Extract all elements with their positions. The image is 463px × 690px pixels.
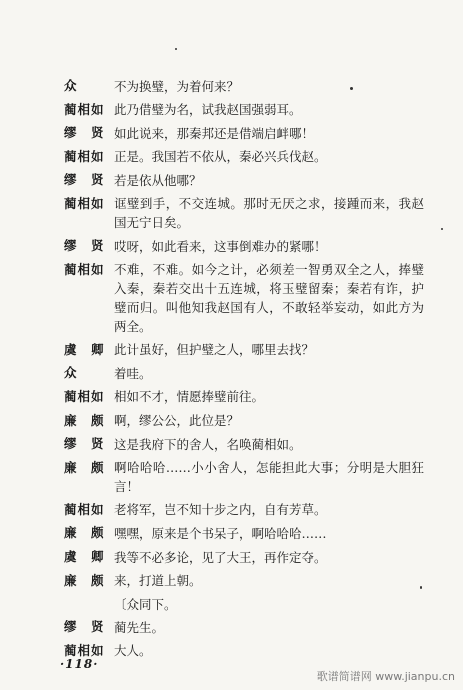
speaker-name: 蔺相如	[64, 388, 105, 404]
dialogue-text: 嘿嘿，原来是个书呆子，啊哈哈哈……	[114, 525, 327, 541]
speaker-name: 缪 贤	[64, 619, 105, 635]
dialogue-text: 此计虽好，但护璧之人，哪里去找？	[114, 342, 315, 358]
dialogue-text: 若是依从他哪？	[114, 172, 202, 188]
dialogue-text: 着哇。	[114, 365, 152, 381]
print-speck	[350, 87, 353, 90]
speaker-name: 缪 贤	[64, 238, 105, 254]
dialogue-text: 来，打道上朝。	[114, 573, 202, 589]
dialogue-text: 相如不才，情愿捧璧前往。	[114, 389, 265, 405]
dialogue-text: 正是。我国若不依从，秦必兴兵伐赵。	[114, 149, 327, 165]
dialogue-text: 啊哈哈哈……小小舍人，怎能担此大事；分明是大胆狂言！	[114, 460, 424, 495]
speaker-name: 缪 贤	[64, 125, 105, 141]
dialogue-text: 这是我府下的舍人，名唤蔺相如。	[114, 436, 302, 452]
dialogue-text: 诓璧到手，不交连城。那时无厌之求，接踵而来，我赵国无宁日矣。	[114, 196, 424, 231]
script-body	[64, 76, 424, 661]
dialogue-text: 〔众同下。	[114, 596, 177, 612]
speaker-name: 廉 颇	[64, 459, 105, 475]
print-speck	[420, 586, 422, 589]
dialogue-line	[64, 147, 424, 167]
dialogue-line	[64, 547, 424, 567]
speaker-name: 虞 卿	[64, 549, 105, 564]
dialogue-text: 啊，缪公公，此位是？	[114, 413, 240, 429]
dialogue-line	[64, 76, 424, 96]
dialogue-line	[64, 363, 424, 383]
dialogue-text: 不为换璧，为着何来？	[114, 78, 240, 94]
dialogue-line	[64, 387, 424, 407]
speaker-name: 廉 颇	[64, 525, 105, 541]
dialogue-line	[64, 340, 424, 360]
print-speck	[175, 48, 177, 50]
speaker-name: 蔺相如	[64, 642, 105, 658]
page-number: ·118·	[60, 657, 99, 671]
speaker-name: 虞 卿	[64, 341, 105, 357]
dialogue-text: 如此说来，那秦邦还是借端启衅哪！	[114, 125, 315, 141]
speaker-name: 蔺相如	[64, 501, 105, 517]
dialogue-line	[64, 500, 424, 520]
dialogue-line	[64, 523, 424, 543]
dialogue-text: 不难，不难。如今之计，必须差一智勇双全之人，捧璧入秦，秦若交出十五连城，将玉璧留秦；秦若有诈，护璧而归。叫他知我赵国有人，不敢轻举妄动，如此方为两全。	[114, 262, 424, 335]
speaker-name: 蔺相如	[64, 195, 105, 211]
dialogue-text: 老将军，岂不知十步之内，自有芳草。	[114, 502, 327, 518]
speaker-name: 众	[64, 78, 78, 93]
dialogue-line	[64, 594, 424, 614]
dialogue-line	[64, 411, 424, 431]
speaker-name: 众	[64, 365, 78, 381]
dialogue-line	[64, 458, 424, 497]
dialogue-text: 哎呀，如此看来，这事倒难办的紧哪！	[114, 238, 327, 254]
dialogue-line	[64, 100, 424, 120]
dialogue-line	[64, 641, 424, 661]
dialogue-line	[64, 571, 424, 591]
speaker-name: 缪 贤	[64, 172, 105, 188]
dialogue-line	[64, 194, 424, 233]
dialogue-text: 此乃借璧为名，试我赵国强弱耳。	[114, 102, 302, 118]
speaker-name: 廉 颇	[64, 412, 105, 428]
watermark: 歌谱简谱网 www.jianpu.cn	[316, 670, 455, 683]
speaker-name: 蔺相如	[64, 101, 105, 117]
dialogue-line	[64, 123, 424, 143]
print-speck	[441, 228, 443, 230]
dialogue-line	[64, 236, 424, 256]
speaker-name: 蔺相如	[64, 261, 105, 277]
dialogue-line	[64, 260, 424, 337]
dialogue-line	[64, 434, 424, 454]
dialogue-text: 蔺先生。	[114, 619, 165, 635]
dialogue-line	[64, 617, 424, 637]
dialogue-text: 大人。	[114, 643, 152, 659]
dialogue-line	[64, 170, 424, 190]
speaker-name: 蔺相如	[64, 148, 105, 164]
dialogue-text: 我等不必多论，见了大王，再作定夺。	[114, 549, 327, 565]
speaker-name: 廉 颇	[64, 572, 105, 588]
speaker-name: 缪 贤	[64, 436, 105, 452]
